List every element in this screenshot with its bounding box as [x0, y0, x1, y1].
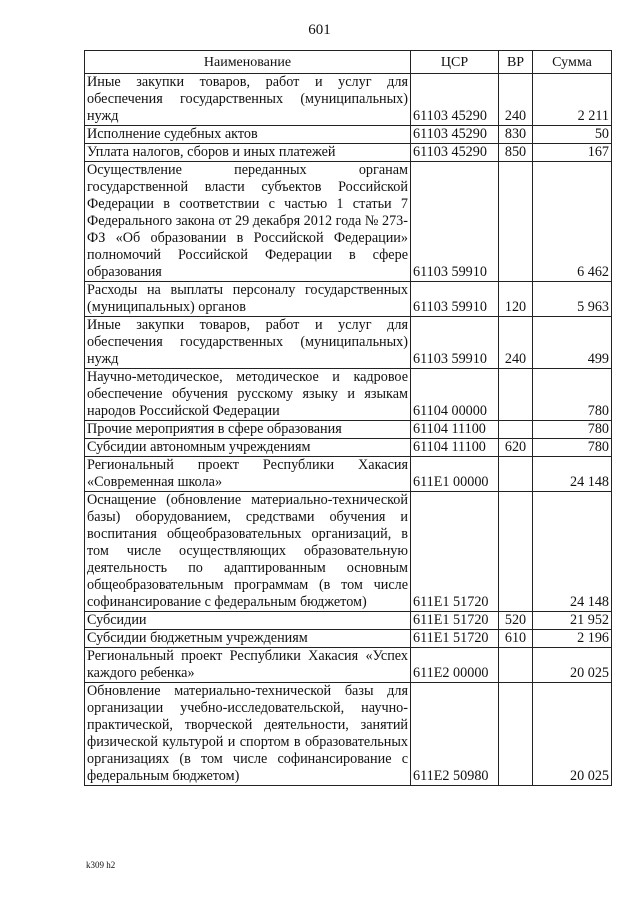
row-vr: 850 — [499, 144, 533, 162]
table-row — [85, 683, 612, 786]
row-vr — [499, 457, 533, 492]
row-csr: 61103 45290 — [411, 144, 499, 162]
row-vr — [499, 162, 533, 282]
row-csr: 611E1 51720 — [411, 492, 499, 612]
row-sum: 6 462 — [533, 162, 612, 282]
row-name: Научно-методическое, методическое и кадровое обеспечение обучения русскому языку и языкам народов Российской Федерации — [85, 369, 411, 421]
row-vr — [499, 648, 533, 683]
page-number: 601 — [308, 22, 331, 38]
table-row — [85, 630, 612, 648]
budget-table — [84, 50, 612, 786]
row-sum: 499 — [533, 317, 612, 369]
row-sum: 167 — [533, 144, 612, 162]
row-sum: 24 148 — [533, 457, 612, 492]
row-name: Исполнение судебных актов — [85, 126, 411, 144]
table-row — [85, 162, 612, 282]
table-row — [85, 369, 612, 421]
row-sum: 5 963 — [533, 282, 612, 317]
row-csr: 61104 11100 — [411, 439, 499, 457]
row-name: Уплата налогов, сборов и иных платежей — [85, 144, 411, 162]
row-name: Иные закупки товаров, работ и услуг для обеспечения государственных (муниципальных) нужд — [85, 317, 411, 369]
row-vr: 830 — [499, 126, 533, 144]
row-sum: 780 — [533, 421, 612, 439]
row-csr: 611E2 50980 — [411, 683, 499, 786]
row-csr: 61104 11100 — [411, 421, 499, 439]
row-vr — [499, 369, 533, 421]
footer-code: k309 h2 — [86, 860, 116, 870]
row-name: Субсидии автономным учреждениям — [85, 439, 411, 457]
row-name: Иные закупки товаров, работ и услуг для обеспечения государственных (муниципальных) нужд — [85, 74, 411, 126]
row-csr: 61103 59910 — [411, 317, 499, 369]
header-name: Наименование — [85, 51, 411, 74]
row-vr — [499, 421, 533, 439]
row-name: Расходы на выплаты персоналу государственных (муниципальных) органов — [85, 282, 411, 317]
table-body — [85, 74, 612, 786]
row-vr: 240 — [499, 317, 533, 369]
row-sum: 20 025 — [533, 683, 612, 786]
row-sum: 20 025 — [533, 648, 612, 683]
row-sum: 50 — [533, 126, 612, 144]
row-csr: 611E1 00000 — [411, 457, 499, 492]
row-csr: 61103 45290 — [411, 126, 499, 144]
row-name: Региональный проект Республики Хакасия «Успех каждого ребенка» — [85, 648, 411, 683]
table-row — [85, 648, 612, 683]
row-csr: 611E2 00000 — [411, 648, 499, 683]
row-csr: 61103 59910 — [411, 282, 499, 317]
table-row — [85, 457, 612, 492]
header-sum: Сумма — [533, 51, 612, 74]
row-vr — [499, 683, 533, 786]
row-vr: 620 — [499, 439, 533, 457]
row-csr: 61103 45290 — [411, 74, 499, 126]
table-row — [85, 144, 612, 162]
table-row — [85, 282, 612, 317]
row-name: Прочие мероприятия в сфере образования — [85, 421, 411, 439]
row-name: Оснащение (обновление материально-технической базы) оборудованием, средствами обучения и воспитания общеобразовательных организаций, в том числе осуществляющих образовательную деятельность по адаптированным основным общеобразовательным программам (в том числе софинансирование с федеральным бюджетом) — [85, 492, 411, 612]
row-csr: 61104 00000 — [411, 369, 499, 421]
header-csr: ЦСР — [411, 51, 499, 74]
row-vr: 610 — [499, 630, 533, 648]
row-csr: 61103 59910 — [411, 162, 499, 282]
row-vr: 120 — [499, 282, 533, 317]
row-csr: 611E1 51720 — [411, 612, 499, 630]
table-row — [85, 612, 612, 630]
table-row — [85, 126, 612, 144]
table-row — [85, 74, 612, 126]
row-sum: 2 211 — [533, 74, 612, 126]
header-vr: ВР — [499, 51, 533, 74]
row-sum: 2 196 — [533, 630, 612, 648]
row-sum: 21 952 — [533, 612, 612, 630]
row-vr: 240 — [499, 74, 533, 126]
row-name: Субсидии — [85, 612, 411, 630]
row-name: Субсидии бюджетным учреждениям — [85, 630, 411, 648]
row-name: Обновление материально-технической базы для организации учебно-исследовательской, научно-практической, творческой деятельности, занятий физической культурой и спортом в образовательных организациях (в том числе софинансирование с федеральным бюджетом) — [85, 683, 411, 786]
row-name: Региональный проект Республики Хакасия «Современная школа» — [85, 457, 411, 492]
row-vr — [499, 492, 533, 612]
table-row — [85, 421, 612, 439]
row-sum: 24 148 — [533, 492, 612, 612]
table-row — [85, 492, 612, 612]
row-sum: 780 — [533, 369, 612, 421]
row-csr: 611E1 51720 — [411, 630, 499, 648]
row-sum: 780 — [533, 439, 612, 457]
table-row — [85, 317, 612, 369]
row-vr: 520 — [499, 612, 533, 630]
table-header-row — [85, 51, 612, 74]
row-name: Осуществление переданных органам государственной власти субъектов Российской Федерации в соответствии с частью 1 статьи 7 Федерального закона от 29 декабря 2012 года № 273-ФЗ «Об образовании в Российской Федерации» полномочий Российской Федерации в сфере образования — [85, 162, 411, 282]
table-row — [85, 439, 612, 457]
